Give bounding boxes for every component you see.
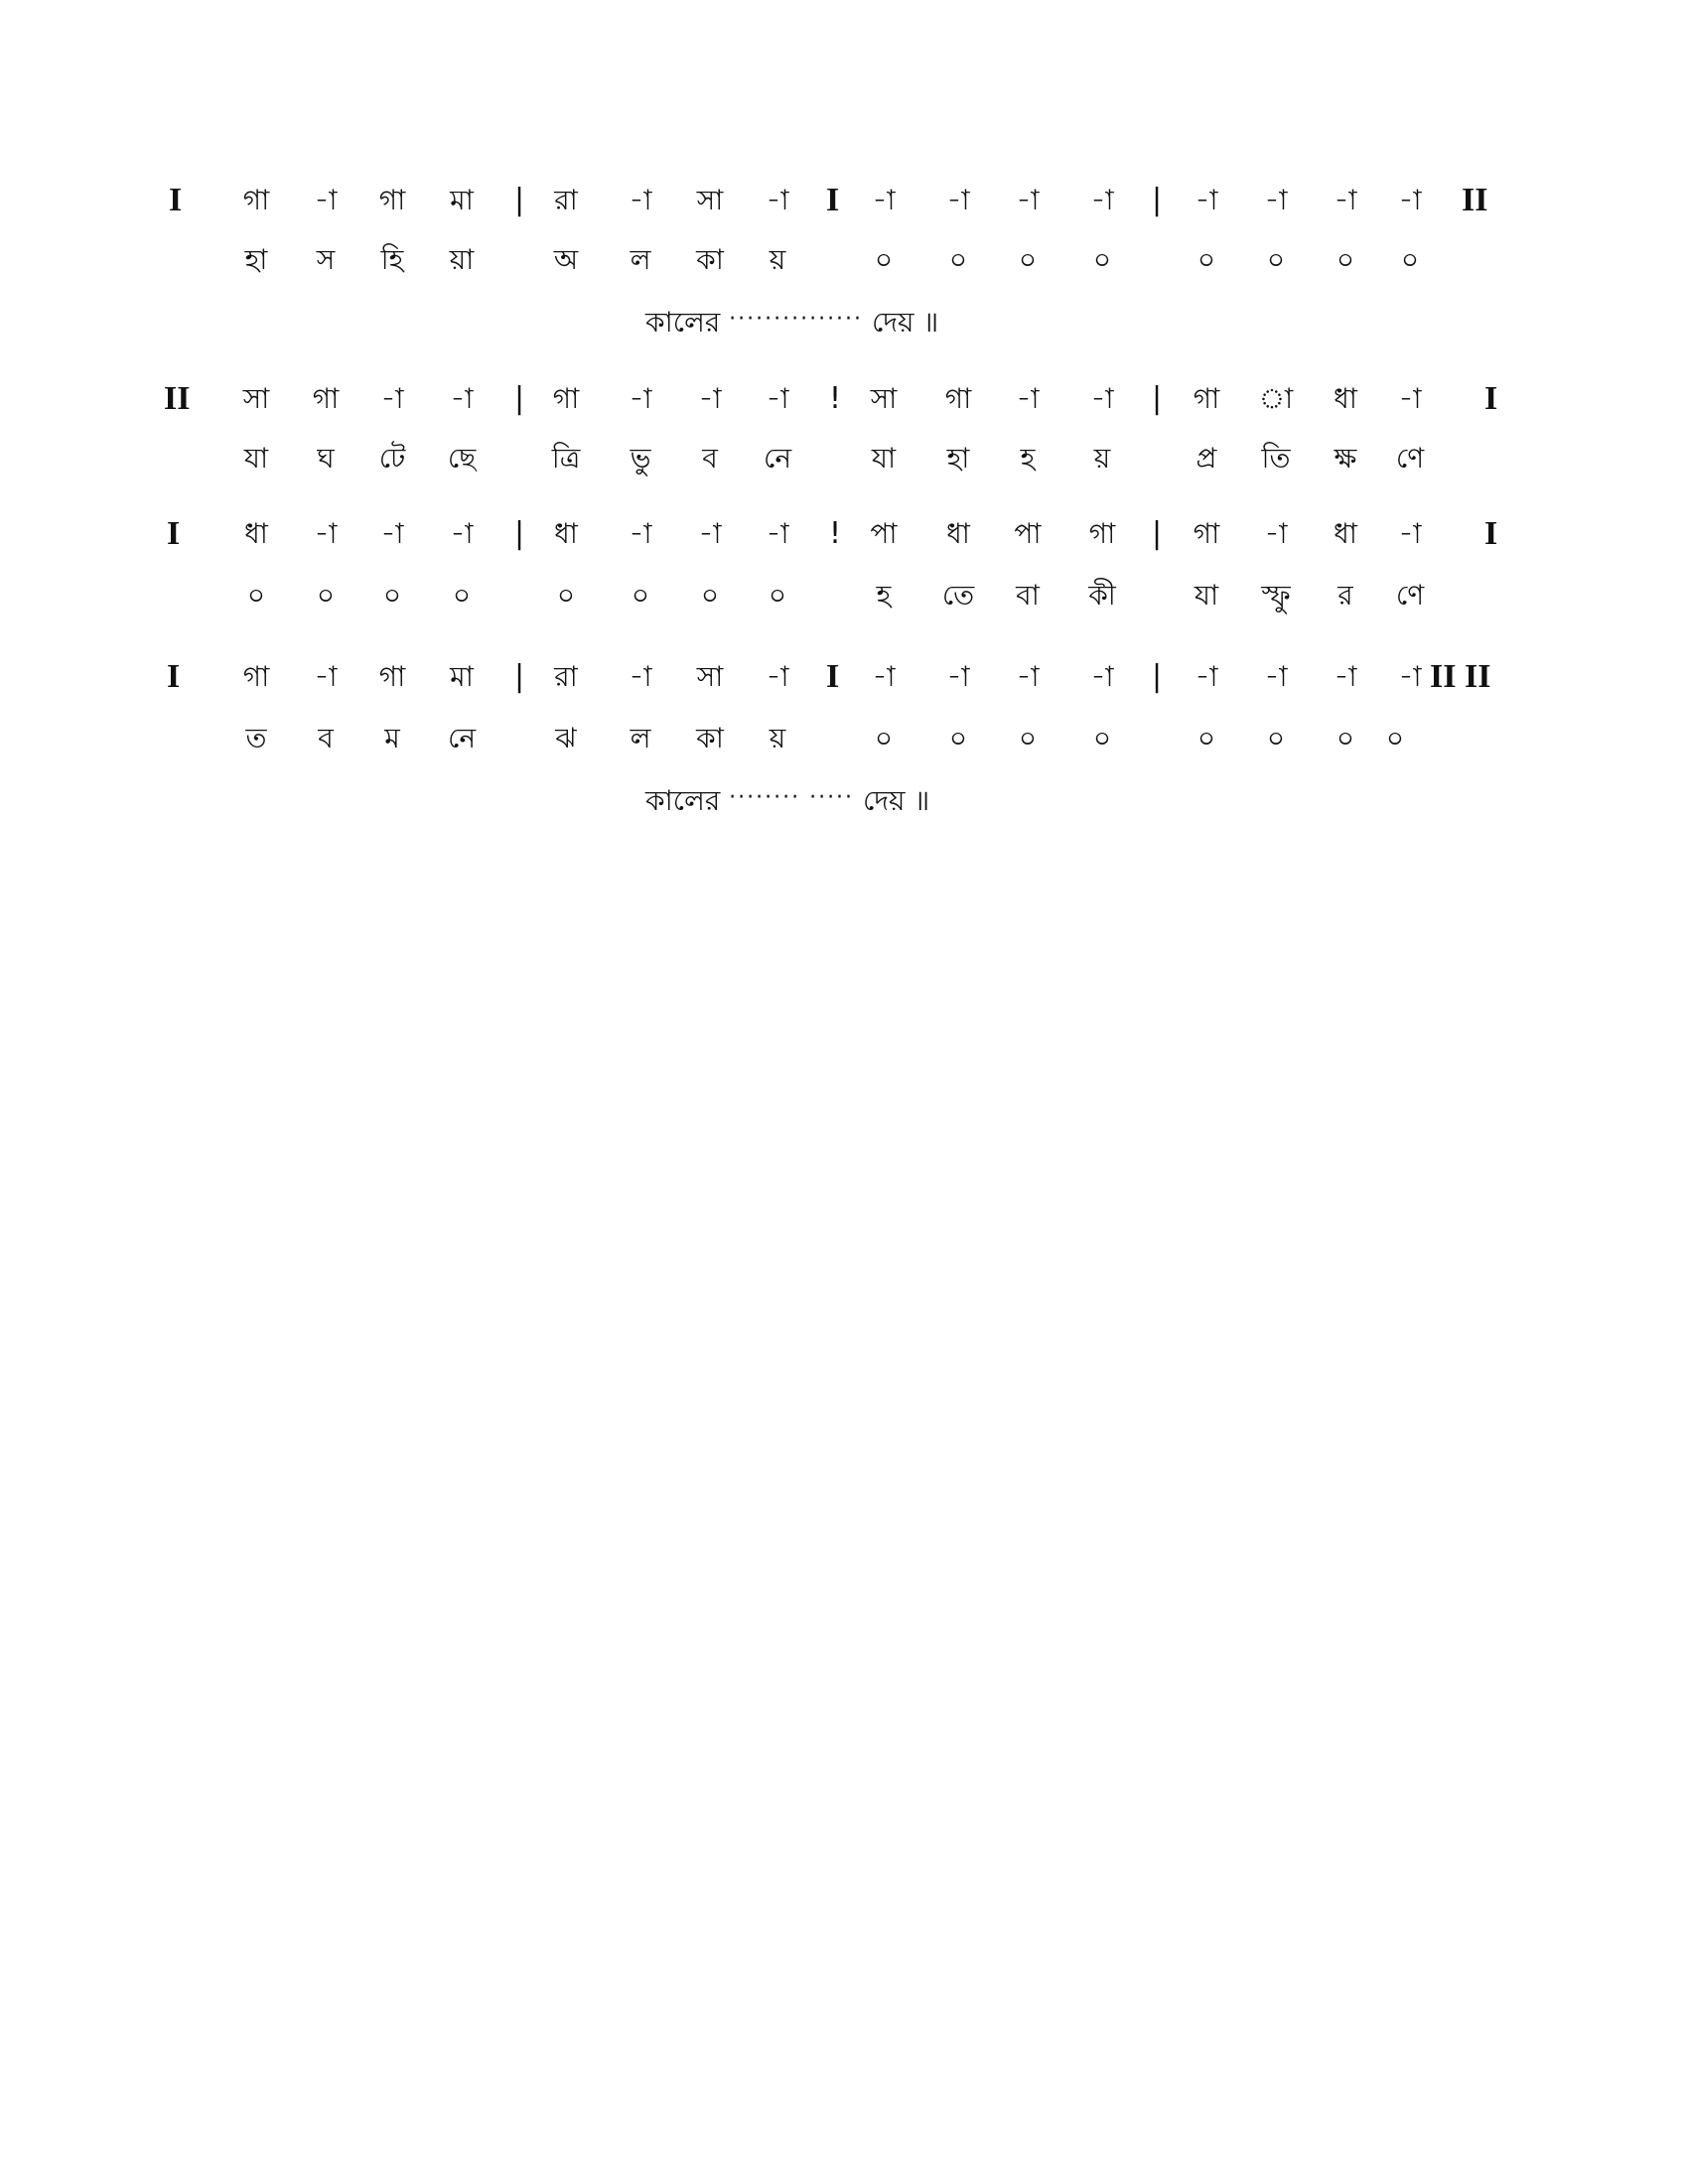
lyric-syllable: ০ [1092, 243, 1112, 276]
lyric-syllable: ০ [1018, 722, 1038, 754]
note: -া [872, 184, 896, 216]
bar-line-open: II [164, 380, 191, 417]
lyric-syllable: ঘ [317, 442, 335, 475]
lyric-syllable: ০ [1400, 243, 1420, 276]
note: পা [1014, 517, 1042, 550]
lyric-syllable: ০ [1336, 722, 1355, 754]
lyric-syllable: হা [946, 442, 970, 475]
bar-divider: | [514, 516, 525, 551]
note: -া [1398, 660, 1422, 693]
note: -া [1090, 660, 1114, 693]
lyric-syllable: ০ [1196, 243, 1216, 276]
note: -া [1016, 382, 1040, 415]
lyric-syllable: য় [1093, 442, 1111, 475]
note: ধা [1334, 517, 1357, 550]
note: -া [629, 660, 652, 693]
note: -া [766, 660, 789, 693]
lyric-syllable: ০ [1336, 243, 1355, 276]
lyric-syllable: হি [380, 243, 404, 276]
note: সা [242, 382, 270, 415]
note: -া [1195, 184, 1218, 216]
lyric-syllable: ত্রি [551, 442, 581, 475]
note: -া [629, 184, 652, 216]
lyric-syllable: ০ [948, 243, 968, 276]
note: -া [766, 184, 789, 216]
note: -া [1398, 382, 1422, 415]
bar-line-close: II [1462, 182, 1488, 218]
lyric-syllable: ব [702, 442, 718, 475]
note: সা [696, 184, 724, 216]
refrain-text [645, 300, 938, 342]
lyric-syllable: যা [1194, 579, 1219, 612]
refrain-dots: ········ ····· [729, 785, 855, 810]
note: -া [629, 517, 652, 550]
lyric-syllable: ০ [768, 579, 787, 612]
lyric-syllable: যা [243, 442, 269, 475]
bar-line-open: I [167, 658, 181, 695]
note: -া [1264, 517, 1288, 550]
refrain-start: কালের [645, 306, 721, 339]
bar-line-open: I [169, 182, 183, 218]
note: গা [1193, 382, 1220, 415]
note: -া [1016, 184, 1040, 216]
lyric-syllable: নে [763, 442, 792, 475]
lyric-syllable: অ [553, 243, 579, 276]
note: মা [450, 184, 474, 216]
lyric-syllable: ০ [246, 579, 266, 612]
lyric-line-1 [0, 240, 1688, 280]
bar-line-close: I [1484, 515, 1498, 552]
lyric-syllable: ০ [948, 722, 968, 754]
lyric-syllable: টে [378, 442, 406, 475]
lyric-line-2 [0, 439, 1688, 478]
note: সা [870, 382, 898, 415]
lyric-syllable: ভু [630, 442, 651, 475]
bar-divider: | [514, 183, 525, 217]
lyric-syllable: র [1337, 579, 1353, 612]
lyric-syllable: প্র [1196, 442, 1217, 475]
note: -া [872, 660, 896, 693]
note: গা [378, 660, 406, 693]
bar-divider: | [1152, 381, 1163, 416]
lyric-syllable: হা [244, 243, 268, 276]
lyric-syllable: ণে [1395, 442, 1425, 475]
bar-divider: ! [829, 381, 842, 416]
note: -া [1195, 660, 1218, 693]
bar-divider: | [514, 381, 525, 416]
bar-divider: | [1152, 516, 1163, 551]
bar-divider: | [1152, 183, 1163, 217]
lyric-syllable: নে [447, 722, 477, 754]
bar-line-open: I [167, 515, 181, 552]
refrain-line-1 [0, 300, 1688, 340]
lyric-syllable: ০ [1092, 722, 1112, 754]
note: -া [766, 382, 789, 415]
lyric-syllable: তে [941, 579, 975, 612]
lyric-syllable: য়া [449, 243, 475, 276]
lyric-syllable: কা [696, 243, 724, 276]
note: -া [450, 382, 474, 415]
note: গা [378, 184, 406, 216]
note: গা [944, 382, 972, 415]
note: -া [314, 517, 338, 550]
note: -া [698, 517, 722, 550]
note: -া [629, 382, 652, 415]
note: সা [696, 660, 724, 693]
lyric-syllable: ম [384, 722, 400, 754]
note: -া [450, 517, 474, 550]
refrain-start: কালের [645, 784, 721, 817]
lyric-syllable: যা [871, 442, 897, 475]
lyric-line-4 [0, 719, 1688, 758]
lyric-syllable: ০ [1266, 722, 1286, 754]
lyric-syllable: য় [769, 722, 786, 754]
notation-line-3 [0, 514, 1688, 554]
note: -া [698, 382, 722, 415]
lyric-syllable: ০ [316, 579, 336, 612]
refrain-end: দেয় ॥ [871, 306, 939, 339]
note: ধা [244, 517, 268, 550]
note: -া [380, 517, 404, 550]
lyric-syllable: ছে [447, 442, 477, 475]
note: রা [554, 184, 578, 216]
lyric-line-3 [0, 576, 1688, 615]
lyric-syllable: স্ফু [1261, 579, 1291, 612]
note: -া [1398, 184, 1422, 216]
lyric-syllable: হ [876, 579, 892, 612]
lyric-syllable: ০ [874, 722, 894, 754]
note: মা [450, 660, 474, 693]
lyric-syllable: ০ [382, 579, 402, 612]
note: -া [766, 517, 789, 550]
bar-divider: | [1152, 659, 1163, 694]
note: -া [1264, 184, 1288, 216]
note: -া [1090, 382, 1114, 415]
note: গা [1088, 517, 1116, 550]
notation-line-4 [0, 657, 1688, 697]
lyric-syllable: কী [1088, 579, 1116, 612]
lyric-syllable: য় [769, 243, 786, 276]
lyric-syllable: ০ [631, 579, 650, 612]
notation-line-1 [0, 181, 1688, 220]
note: -া [1398, 517, 1422, 550]
lyric-syllable: ০ [452, 579, 472, 612]
bar-line-close: II II [1430, 658, 1491, 695]
lyric-syllable: হ [1020, 442, 1036, 475]
lyric-syllable: তি [1261, 442, 1291, 475]
note: -া [314, 660, 338, 693]
note: গা [1193, 517, 1220, 550]
note: গা [242, 184, 270, 216]
lyric-syllable: ০ [1385, 722, 1405, 754]
note: -া [1334, 660, 1357, 693]
note: গা [242, 660, 270, 693]
bar-divider: ! [829, 516, 842, 551]
note: -া [1264, 660, 1288, 693]
lyric-syllable: ত [245, 722, 267, 754]
bar-divider: I [826, 182, 840, 218]
lyric-syllable: ক্ষ [1334, 442, 1357, 475]
note: ধা [1334, 382, 1357, 415]
note: -া [380, 382, 404, 415]
note: পা [870, 517, 898, 550]
lyric-syllable: ণে [1395, 579, 1425, 612]
lyric-syllable: বা [1016, 579, 1040, 612]
notation-line-2 [0, 379, 1688, 419]
bar-divider: I [826, 658, 840, 695]
lyric-syllable: ব [318, 722, 334, 754]
lyric-syllable: ০ [874, 243, 894, 276]
lyric-syllable: স [316, 243, 336, 276]
note: ধা [554, 517, 578, 550]
refrain-line-2 [0, 778, 1688, 818]
refrain-end: দেয় ॥ [862, 784, 930, 817]
lyric-syllable: কা [696, 722, 724, 754]
bar-line-close: I [1484, 380, 1498, 417]
lyric-syllable: ল [630, 722, 651, 754]
lyric-syllable: ঝ [555, 722, 577, 754]
lyric-syllable: ০ [556, 579, 576, 612]
note: া [1258, 382, 1294, 415]
note: ধা [946, 517, 970, 550]
note: -া [1016, 660, 1040, 693]
note: -া [1090, 184, 1114, 216]
lyric-syllable: ০ [1196, 722, 1216, 754]
refrain-dots: ··············· [729, 307, 864, 332]
refrain-text [645, 778, 929, 821]
bar-divider: | [514, 659, 525, 694]
lyric-syllable: ০ [700, 579, 720, 612]
note: গা [552, 382, 580, 415]
note: -া [946, 184, 970, 216]
lyric-syllable: ০ [1018, 243, 1038, 276]
note: -া [314, 184, 338, 216]
lyric-syllable: ল [630, 243, 651, 276]
lyric-syllable: ০ [1266, 243, 1286, 276]
note: -া [1334, 184, 1357, 216]
note: রা [554, 660, 578, 693]
note: গা [312, 382, 340, 415]
note: -া [946, 660, 970, 693]
